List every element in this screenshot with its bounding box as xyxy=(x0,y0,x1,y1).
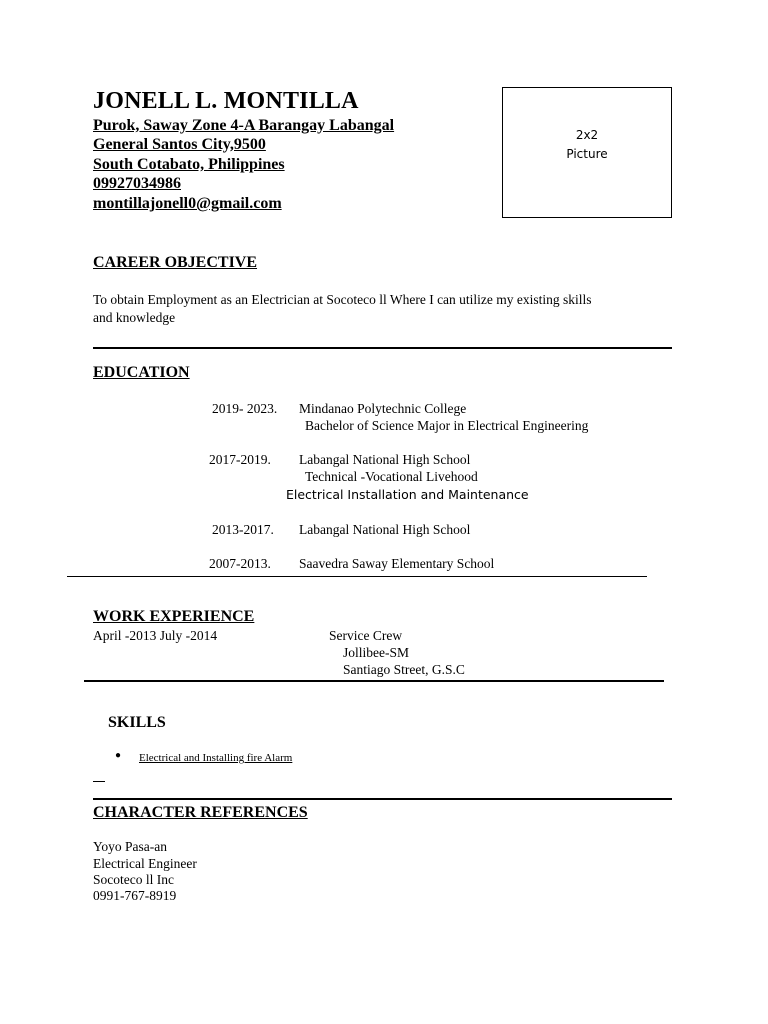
photo-size-label: 2x2 xyxy=(575,128,599,142)
address-line-3: South Cotabato, Philippines xyxy=(93,156,285,173)
education-years: 2013-2017. xyxy=(212,522,274,537)
education-school: Mindanao Polytechnic College xyxy=(299,401,467,416)
photo-text-label: Picture xyxy=(566,147,608,161)
skills-heading: SKILLS xyxy=(108,714,166,731)
references-heading: CHARACTER REFERENCES xyxy=(93,804,308,821)
work-company: Jollibee-SM xyxy=(343,645,409,660)
career-objective-line-2: and knowledge xyxy=(93,310,176,325)
education-years: 2007-2013. xyxy=(209,556,271,571)
divider-line xyxy=(67,576,647,577)
education-school: Labangal National High School xyxy=(299,452,471,467)
education-degree: Bachelor of Science Major in Electrical Engineering xyxy=(305,418,589,433)
education-track: Technical -Vocational Livehood xyxy=(305,469,478,484)
address-line-1: Purok, Saway Zone 4-A Barangay Labangal xyxy=(93,117,395,134)
work-experience-heading: WORK EXPERIENCE xyxy=(93,608,255,625)
education-school: Labangal National High School xyxy=(299,522,471,537)
divider-line xyxy=(93,347,672,349)
reference-phone: 0991-767-8919 xyxy=(93,888,177,903)
address-line-2: General Santos City,9500 xyxy=(93,136,266,153)
divider-line xyxy=(93,798,672,800)
education-school: Saavedra Saway Elementary School xyxy=(299,556,495,571)
divider-line xyxy=(84,680,664,682)
email-address: montillajonell0@gmail.com xyxy=(93,195,282,212)
education-specialization: Electrical Installation and Maintenance xyxy=(286,487,529,502)
work-location: Santiago Street, G.S.C xyxy=(343,662,465,677)
photo-placeholder xyxy=(502,87,672,218)
work-position: Service Crew xyxy=(329,628,403,643)
reference-name: Yoyo Pasa-an xyxy=(93,839,168,854)
skill-item: Electrical and Installing fire Alarm xyxy=(139,752,293,764)
resume-name: JONELL L. MONTILLA xyxy=(93,88,359,114)
career-objective-line-1: To obtain Employment as an Electrician at Socoteco ll Where I can utilize my existing skills xyxy=(93,292,592,307)
reference-title: Electrical Engineer xyxy=(93,856,197,871)
education-heading: EDUCATION xyxy=(93,364,190,381)
bullet-icon: ● xyxy=(115,750,122,761)
education-years: 2017-2019. xyxy=(209,452,271,467)
reference-company: Socoteco ll Inc xyxy=(93,872,174,887)
education-years: 2019- 2023. xyxy=(212,401,278,416)
work-period: April -2013 July -2014 xyxy=(93,628,218,643)
phone-number: 09927034986 xyxy=(93,175,181,192)
career-objective-heading: CAREER OBJECTIVE xyxy=(93,254,258,271)
short-dash xyxy=(93,781,105,782)
